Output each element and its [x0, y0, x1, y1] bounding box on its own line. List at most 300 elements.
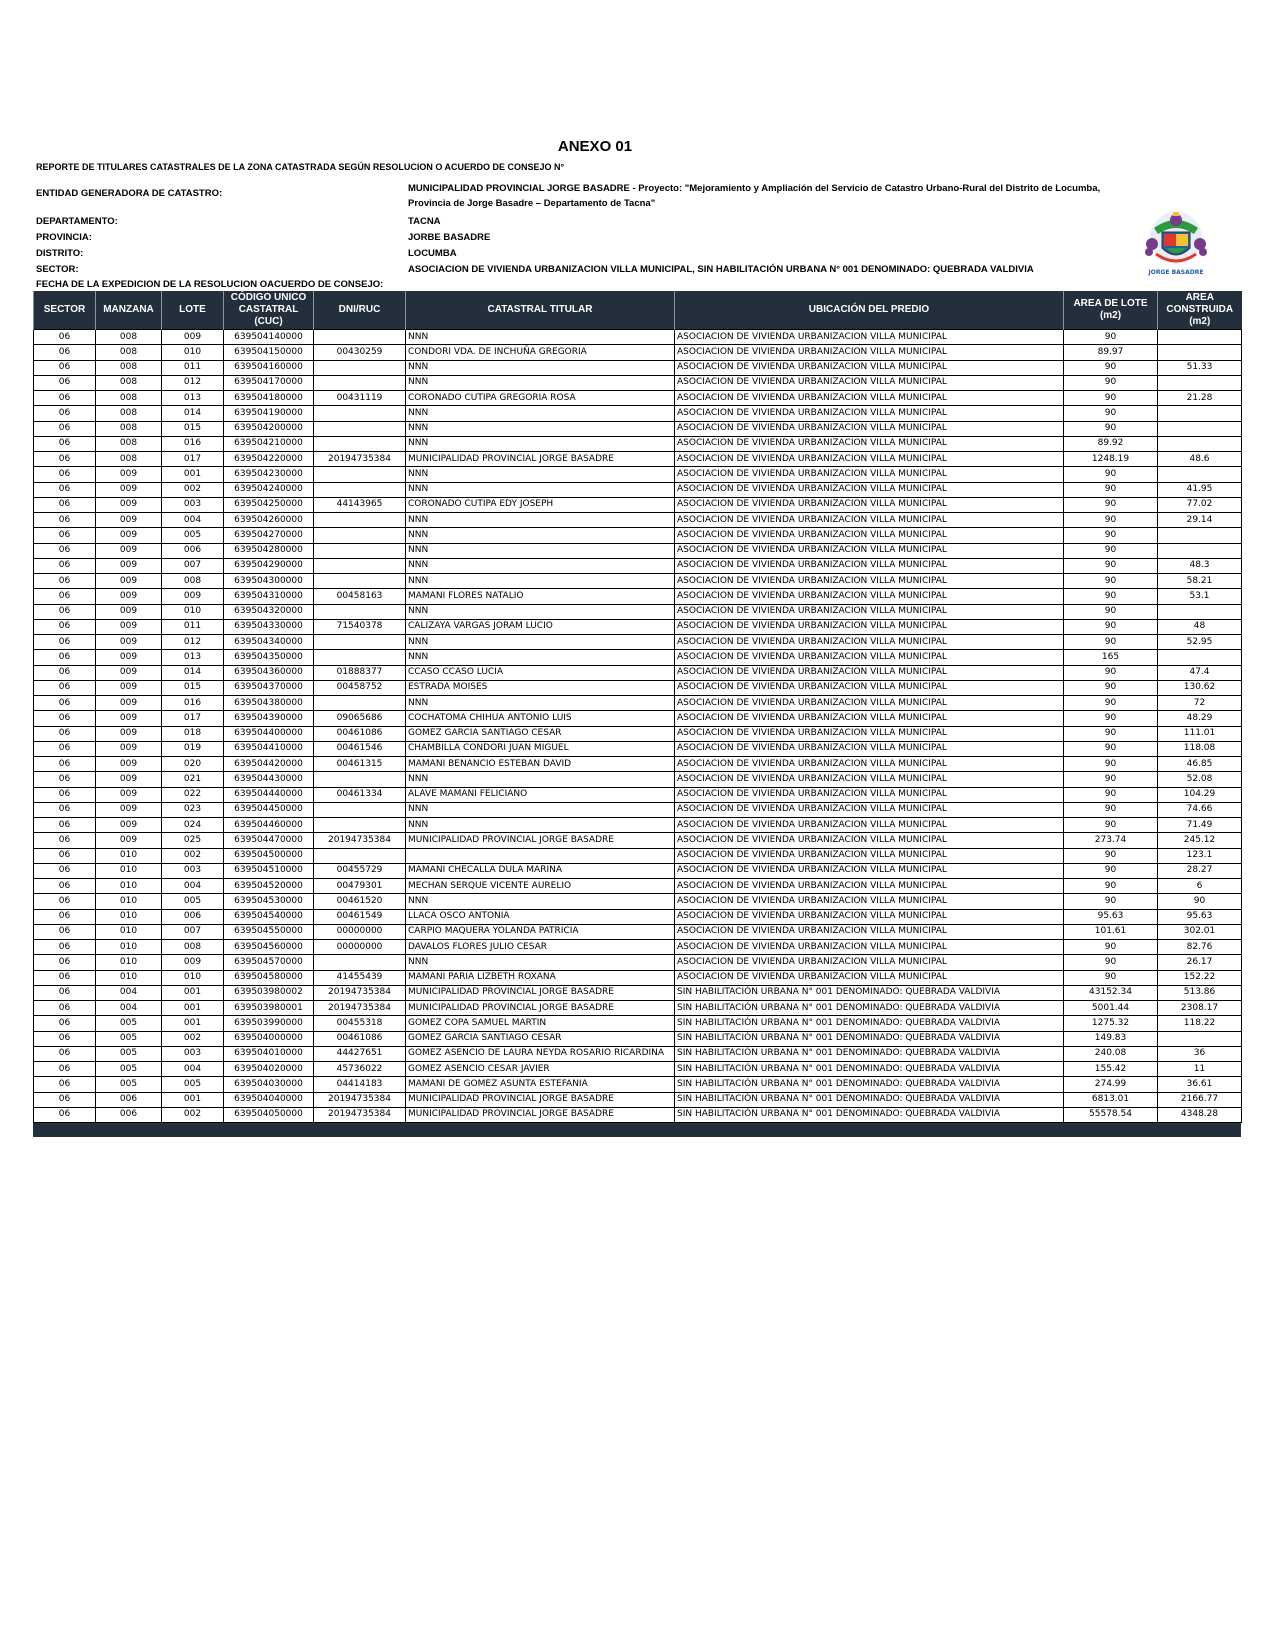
cell-manzana: 008	[96, 375, 162, 390]
cell-manzana: 006	[96, 1092, 162, 1107]
cell-area-construida: 72	[1158, 696, 1242, 711]
cell-lote: 009	[162, 589, 224, 604]
cell-manzana: 009	[96, 558, 162, 573]
cell-manzana: 009	[96, 665, 162, 680]
cell-dni-ruc	[314, 802, 406, 817]
cell-ubicacion: ASOCIACION DE VIVIENDA URBANIZACION VILLA MUNICIPAL	[675, 589, 1064, 604]
cell-titular: NNN	[406, 375, 675, 390]
cell-sector: 06	[34, 497, 96, 512]
cell-sector: 06	[34, 1031, 96, 1046]
cell-sector: 06	[34, 757, 96, 772]
cell-cuc: 639504360000	[224, 665, 314, 680]
cell-cuc: 639504390000	[224, 711, 314, 726]
cell-dni-ruc: 00461086	[314, 1031, 406, 1046]
cell-area-lote: 5001.44	[1064, 1001, 1158, 1016]
cell-dni-ruc: 00461520	[314, 894, 406, 909]
table-row	[34, 497, 1242, 512]
cell-lote: 002	[162, 1031, 224, 1046]
cell-lote: 023	[162, 802, 224, 817]
cell-area-lote: 90	[1064, 558, 1158, 573]
cell-sector: 06	[34, 1016, 96, 1031]
cell-cuc: 639504420000	[224, 757, 314, 772]
cell-manzana: 008	[96, 345, 162, 360]
cell-area-lote: 240.08	[1064, 1046, 1158, 1061]
cell-area-lote: 90	[1064, 879, 1158, 894]
table-header-row	[34, 291, 1242, 330]
cell-sector: 06	[34, 375, 96, 390]
cell-cuc: 639504280000	[224, 543, 314, 558]
cell-manzana: 010	[96, 970, 162, 985]
cell-ubicacion: ASOCIACION DE VIVIENDA URBANIZACION VILLA MUNICIPAL	[675, 940, 1064, 955]
cell-dni-ruc: 44427651	[314, 1046, 406, 1061]
provincia-value: JORBE BASADRE	[408, 232, 491, 243]
cell-area-construida: 130.62	[1158, 680, 1242, 695]
cell-lote: 015	[162, 421, 224, 436]
cell-lote: 001	[162, 985, 224, 1000]
cell-titular: MAMANI FLORES NATALIO	[406, 589, 675, 604]
cell-cuc: 639504190000	[224, 406, 314, 421]
table-row	[34, 924, 1242, 939]
table-row	[34, 818, 1242, 833]
cell-cuc: 639504170000	[224, 375, 314, 390]
cell-lote: 003	[162, 497, 224, 512]
cell-cuc: 639504300000	[224, 574, 314, 589]
table-row	[34, 970, 1242, 985]
cell-dni-ruc	[314, 558, 406, 573]
cell-area-construida	[1158, 436, 1242, 451]
cell-area-construida: 118.08	[1158, 741, 1242, 756]
cell-sector: 06	[34, 711, 96, 726]
cell-sector: 06	[34, 467, 96, 482]
cell-ubicacion: ASOCIACION DE VIVIENDA URBANIZACION VILLA MUNICIPAL	[675, 924, 1064, 939]
cell-cuc: 639504230000	[224, 467, 314, 482]
cell-area-construida: 52.95	[1158, 635, 1242, 650]
cell-lote: 005	[162, 1077, 224, 1092]
cell-titular: CARPIO MAQUERA YOLANDA PATRICIA	[406, 924, 675, 939]
cell-lote: 004	[162, 1062, 224, 1077]
cell-cuc: 639504350000	[224, 650, 314, 665]
cell-ubicacion: SIN HABILITACIÓN URBANA N° 001 DENOMINADO: QUEBRADA VALDIVIA	[675, 1031, 1064, 1046]
cell-manzana: 010	[96, 924, 162, 939]
cell-dni-ruc: 00479301	[314, 879, 406, 894]
cell-ubicacion: SIN HABILITACIÓN URBANA N° 001 DENOMINADO: QUEBRADA VALDIVIA	[675, 1001, 1064, 1016]
cell-ubicacion: ASOCIACION DE VIVIENDA URBANIZACION VILLA MUNICIPAL	[675, 680, 1064, 695]
departamento-value: TACNA	[408, 216, 441, 227]
cell-manzana: 009	[96, 528, 162, 543]
cell-area-construida: 4348.28	[1158, 1107, 1242, 1122]
cell-ubicacion: ASOCIACION DE VIVIENDA URBANIZACION VILLA MUNICIPAL	[675, 833, 1064, 848]
cell-lote: 003	[162, 863, 224, 878]
cell-area-construida: 48.6	[1158, 452, 1242, 467]
cell-cuc: 639504500000	[224, 848, 314, 863]
cell-cuc: 639504160000	[224, 360, 314, 375]
cell-titular: NNN	[406, 482, 675, 497]
cell-titular: NNN	[406, 330, 675, 345]
table-row	[34, 650, 1242, 665]
col-header-area-lote: AREA DE LOTE (m2)	[1064, 291, 1158, 330]
cell-dni-ruc: 09065686	[314, 711, 406, 726]
cell-lote: 019	[162, 741, 224, 756]
table-row	[34, 741, 1242, 756]
cell-manzana: 010	[96, 894, 162, 909]
cell-ubicacion: ASOCIACION DE VIVIENDA URBANIZACION VILLA MUNICIPAL	[675, 482, 1064, 497]
table-row	[34, 1077, 1242, 1092]
cell-ubicacion: ASOCIACION DE VIVIENDA URBANIZACION VILLA MUNICIPAL	[675, 528, 1064, 543]
cell-manzana: 008	[96, 360, 162, 375]
cell-area-lote: 90	[1064, 574, 1158, 589]
cell-titular: NNN	[406, 604, 675, 619]
cell-area-lote: 90	[1064, 635, 1158, 650]
cell-area-lote: 165	[1064, 650, 1158, 665]
fecha-label: FECHA DE LA EXPEDICION DE LA RESOLUCION OACUERDO DE CONSEJO:	[36, 279, 384, 290]
table-row	[34, 665, 1242, 680]
cell-manzana: 009	[96, 741, 162, 756]
cell-area-construida: 46.85	[1158, 757, 1242, 772]
cell-area-lote: 6813.01	[1064, 1092, 1158, 1107]
cell-cuc: 639504240000	[224, 482, 314, 497]
cell-sector: 06	[34, 772, 96, 787]
cell-titular: CHAMBILLA CONDORI JUAN MIGUEL	[406, 741, 675, 756]
table-row	[34, 909, 1242, 924]
cell-titular: NNN	[406, 894, 675, 909]
cell-dni-ruc: 00461315	[314, 757, 406, 772]
table-row	[34, 345, 1242, 360]
cell-lote: 001	[162, 1001, 224, 1016]
cell-area-construida: 95.63	[1158, 909, 1242, 924]
cell-area-lote: 90	[1064, 757, 1158, 772]
cell-dni-ruc	[314, 436, 406, 451]
cell-area-lote: 90	[1064, 467, 1158, 482]
cell-titular: NNN	[406, 360, 675, 375]
cell-sector: 06	[34, 741, 96, 756]
cell-sector: 06	[34, 955, 96, 970]
cell-area-lote: 90	[1064, 330, 1158, 345]
cell-area-construida: 2166.77	[1158, 1092, 1242, 1107]
cell-ubicacion: ASOCIACION DE VIVIENDA URBANIZACION VILLA MUNICIPAL	[675, 635, 1064, 650]
cell-lote: 004	[162, 879, 224, 894]
cell-area-lote: 1275.32	[1064, 1016, 1158, 1031]
cell-sector: 06	[34, 1107, 96, 1122]
cell-area-lote: 90	[1064, 497, 1158, 512]
cell-dni-ruc	[314, 421, 406, 436]
cell-sector: 06	[34, 924, 96, 939]
cell-sector: 06	[34, 528, 96, 543]
cell-titular: COCHATOMA CHIHUA ANTONIO LUIS	[406, 711, 675, 726]
cell-lote: 024	[162, 818, 224, 833]
table-row	[34, 421, 1242, 436]
cell-manzana: 004	[96, 985, 162, 1000]
sector-value: ASOCIACION DE VIVIENDA URBANIZACION VILLA MUNICIPAL, SIN HABILITACIÓN URBANA N° 001 DENOMINADO: QUEBRADA VALDIVIA	[408, 264, 1034, 275]
cell-sector: 06	[34, 940, 96, 955]
cell-area-lote: 90	[1064, 421, 1158, 436]
cell-lote: 013	[162, 650, 224, 665]
cell-manzana: 009	[96, 467, 162, 482]
cell-ubicacion: ASOCIACION DE VIVIENDA URBANIZACION VILLA MUNICIPAL	[675, 696, 1064, 711]
cell-ubicacion: ASOCIACION DE VIVIENDA URBANIZACION VILLA MUNICIPAL	[675, 787, 1064, 802]
cell-manzana: 009	[96, 650, 162, 665]
table-row	[34, 619, 1242, 634]
cell-sector: 06	[34, 1046, 96, 1061]
cell-lote: 009	[162, 955, 224, 970]
cell-ubicacion: ASOCIACION DE VIVIENDA URBANIZACION VILLA MUNICIPAL	[675, 421, 1064, 436]
table-row	[34, 375, 1242, 390]
table-row	[34, 330, 1242, 345]
cell-ubicacion: SIN HABILITACIÓN URBANA N° 001 DENOMINADO: QUEBRADA VALDIVIA	[675, 1077, 1064, 1092]
cell-manzana: 009	[96, 726, 162, 741]
table-row	[34, 802, 1242, 817]
table-row	[34, 833, 1242, 848]
cell-titular: NNN	[406, 467, 675, 482]
cell-titular: NNN	[406, 513, 675, 528]
cell-cuc: 639504440000	[224, 787, 314, 802]
table-row	[34, 589, 1242, 604]
cell-lote: 010	[162, 345, 224, 360]
table-row	[34, 635, 1242, 650]
cell-lote: 002	[162, 1107, 224, 1122]
cell-dni-ruc	[314, 330, 406, 345]
cell-ubicacion: ASOCIACION DE VIVIENDA URBANIZACION VILLA MUNICIPAL	[675, 848, 1064, 863]
cell-area-construida: 28.27	[1158, 863, 1242, 878]
cell-dni-ruc: 20194735384	[314, 1107, 406, 1122]
cell-sector: 06	[34, 665, 96, 680]
cell-area-construida: 82.76	[1158, 940, 1242, 955]
cell-titular: NNN	[406, 635, 675, 650]
cell-titular: MAMANI PARIA LIZBETH ROXANA	[406, 970, 675, 985]
cell-ubicacion: ASOCIACION DE VIVIENDA URBANIZACION VILLA MUNICIPAL	[675, 818, 1064, 833]
table-row	[34, 1092, 1242, 1107]
table-row	[34, 1107, 1242, 1122]
cell-lote: 010	[162, 970, 224, 985]
table-row	[34, 787, 1242, 802]
cell-ubicacion: SIN HABILITACIÓN URBANA N° 001 DENOMINADO: QUEBRADA VALDIVIA	[675, 1062, 1064, 1077]
cell-titular: MUNICIPALIDAD PROVINCIAL JORGE BASADRE	[406, 985, 675, 1000]
table-row	[34, 757, 1242, 772]
cell-dni-ruc: 00461086	[314, 726, 406, 741]
cell-titular: GOMEZ GARCIA SANTIAGO CESAR	[406, 1031, 675, 1046]
cell-titular: MUNICIPALIDAD PROVINCIAL JORGE BASADRE	[406, 1001, 675, 1016]
cell-titular: NNN	[406, 802, 675, 817]
col-header-sector: SECTOR	[34, 291, 96, 330]
cell-area-construida: 48.3	[1158, 558, 1242, 573]
cell-lote: 010	[162, 604, 224, 619]
cell-sector: 06	[34, 818, 96, 833]
cell-titular: NNN	[406, 406, 675, 421]
col-header-ubicacion: UBICACIÓN DEL PREDIO	[675, 291, 1064, 330]
cell-titular: NNN	[406, 436, 675, 451]
cell-manzana: 005	[96, 1062, 162, 1077]
table-row	[34, 1031, 1242, 1046]
cell-cuc: 639504530000	[224, 894, 314, 909]
cell-ubicacion: ASOCIACION DE VIVIENDA URBANIZACION VILLA MUNICIPAL	[675, 436, 1064, 451]
titulares-table	[33, 291, 1242, 1123]
cell-sector: 06	[34, 635, 96, 650]
table-body	[34, 330, 1242, 1123]
cell-area-lote: 155.42	[1064, 1062, 1158, 1077]
cell-cuc: 639504200000	[224, 421, 314, 436]
cell-sector: 06	[34, 833, 96, 848]
cell-ubicacion: SIN HABILITACIÓN URBANA N° 001 DENOMINADO: QUEBRADA VALDIVIA	[675, 1046, 1064, 1061]
cell-ubicacion: ASOCIACION DE VIVIENDA URBANIZACION VILLA MUNICIPAL	[675, 665, 1064, 680]
cell-cuc: 639504260000	[224, 513, 314, 528]
cell-area-lote: 90	[1064, 787, 1158, 802]
cell-area-lote: 90	[1064, 696, 1158, 711]
cell-ubicacion: ASOCIACION DE VIVIENDA URBANIZACION VILLA MUNICIPAL	[675, 650, 1064, 665]
cell-sector: 06	[34, 909, 96, 924]
cell-area-construida: 11	[1158, 1062, 1242, 1077]
cell-area-lote: 90	[1064, 863, 1158, 878]
cell-manzana: 006	[96, 1107, 162, 1122]
cell-dni-ruc	[314, 360, 406, 375]
cell-sector: 06	[34, 650, 96, 665]
col-header-manzana: MANZANA	[96, 291, 162, 330]
cell-ubicacion: ASOCIACION DE VIVIENDA URBANIZACION VILLA MUNICIPAL	[675, 757, 1064, 772]
cell-cuc: 639504030000	[224, 1077, 314, 1092]
cell-manzana: 009	[96, 497, 162, 512]
cell-ubicacion: SIN HABILITACIÓN URBANA N° 001 DENOMINADO: QUEBRADA VALDIVIA	[675, 1016, 1064, 1031]
cell-ubicacion: ASOCIACION DE VIVIENDA URBANIZACION VILLA MUNICIPAL	[675, 711, 1064, 726]
cell-cuc: 639504180000	[224, 391, 314, 406]
cell-area-lote: 90	[1064, 955, 1158, 970]
cell-titular: ALAVE MAMANI FELICIANO	[406, 787, 675, 802]
cell-area-construida: 6	[1158, 879, 1242, 894]
cell-sector: 06	[34, 1077, 96, 1092]
table-row	[34, 513, 1242, 528]
col-header-dni-ruc: DNI/RUC	[314, 291, 406, 330]
table-row	[34, 848, 1242, 863]
cell-lote: 009	[162, 330, 224, 345]
cell-lote: 005	[162, 894, 224, 909]
cell-area-construida: 36	[1158, 1046, 1242, 1061]
table-row	[34, 696, 1242, 711]
entidad-label: ENTIDAD GENERADORA DE CATASTRO:	[36, 188, 223, 199]
cell-dni-ruc: 00000000	[314, 940, 406, 955]
cell-cuc: 639504410000	[224, 741, 314, 756]
cell-cuc: 639504400000	[224, 726, 314, 741]
cell-lote: 007	[162, 924, 224, 939]
table-row	[34, 955, 1242, 970]
cell-sector: 06	[34, 1001, 96, 1016]
cell-area-construida: 58.21	[1158, 574, 1242, 589]
cell-cuc: 639503990000	[224, 1016, 314, 1031]
cell-titular: MUNICIPALIDAD PROVINCIAL JORGE BASADRE	[406, 1107, 675, 1122]
table-row	[34, 604, 1242, 619]
table-row	[34, 879, 1242, 894]
cell-ubicacion: SIN HABILITACIÓN URBANA N° 001 DENOMINADO: QUEBRADA VALDIVIA	[675, 1092, 1064, 1107]
cell-manzana: 010	[96, 848, 162, 863]
distrito-label: DISTRITO:	[36, 248, 84, 259]
table-row	[34, 940, 1242, 955]
cell-sector: 06	[34, 574, 96, 589]
table-row	[34, 482, 1242, 497]
cell-dni-ruc	[314, 955, 406, 970]
cell-manzana: 008	[96, 391, 162, 406]
entidad-value	[408, 181, 1100, 211]
cell-sector: 06	[34, 680, 96, 695]
cell-lote: 022	[162, 787, 224, 802]
cell-dni-ruc	[314, 650, 406, 665]
cell-area-lote: 90	[1064, 940, 1158, 955]
cell-area-construida	[1158, 330, 1242, 345]
cell-dni-ruc	[314, 406, 406, 421]
cell-area-lote: 55578.54	[1064, 1107, 1158, 1122]
cell-titular: NNN	[406, 955, 675, 970]
cell-cuc: 639504510000	[224, 863, 314, 878]
cell-manzana: 010	[96, 909, 162, 924]
cell-titular: GOMEZ GARCIA SANTIAGO CESAR	[406, 726, 675, 741]
cell-titular: MAMANI BENANCIO ESTEBAN DAVID	[406, 757, 675, 772]
cell-dni-ruc	[314, 604, 406, 619]
cell-lote: 011	[162, 619, 224, 634]
cell-ubicacion: ASOCIACION DE VIVIENDA URBANIZACION VILLA MUNICIPAL	[675, 467, 1064, 482]
cell-sector: 06	[34, 436, 96, 451]
cell-manzana: 009	[96, 696, 162, 711]
cell-lote: 008	[162, 574, 224, 589]
entidad-value-line-2: Provincia de Jorge Basadre – Departamento de Tacna"	[408, 198, 656, 209]
cell-titular: MUNICIPALIDAD PROVINCIAL JORGE BASADRE	[406, 452, 675, 467]
cell-ubicacion: ASOCIACION DE VIVIENDA URBANIZACION VILLA MUNICIPAL	[675, 619, 1064, 634]
cell-area-construida	[1158, 650, 1242, 665]
cell-cuc: 639504450000	[224, 802, 314, 817]
cell-dni-ruc: 00430259	[314, 345, 406, 360]
cell-lote: 004	[162, 513, 224, 528]
cell-cuc: 639504010000	[224, 1046, 314, 1061]
cell-sector: 06	[34, 604, 96, 619]
cell-titular	[406, 848, 675, 863]
cell-ubicacion: ASOCIACION DE VIVIENDA URBANIZACION VILLA MUNICIPAL	[675, 955, 1064, 970]
cell-area-construida	[1158, 1031, 1242, 1046]
cell-cuc: 639504550000	[224, 924, 314, 939]
departamento-label: DEPARTAMENTO:	[36, 216, 118, 227]
cell-area-lote: 90	[1064, 375, 1158, 390]
cell-cuc: 639504270000	[224, 528, 314, 543]
cell-titular: CONDORI VDA. DE INCHUÑA GREGORIA	[406, 345, 675, 360]
cell-area-lote: 89.92	[1064, 436, 1158, 451]
cell-manzana: 010	[96, 955, 162, 970]
table-row	[34, 1062, 1242, 1077]
cell-cuc: 639504250000	[224, 497, 314, 512]
cell-area-lote: 90	[1064, 360, 1158, 375]
cell-lote: 001	[162, 467, 224, 482]
cell-dni-ruc	[314, 772, 406, 787]
cell-manzana: 009	[96, 818, 162, 833]
distrito-value: LOCUMBA	[408, 248, 457, 259]
cell-cuc: 639503980002	[224, 985, 314, 1000]
cell-cuc: 639504310000	[224, 589, 314, 604]
cell-area-construida: 21.28	[1158, 391, 1242, 406]
cell-lote: 003	[162, 1046, 224, 1061]
cell-area-construida: 47.4	[1158, 665, 1242, 680]
cell-titular: GOMEZ ASENCIO CESAR JAVIER	[406, 1062, 675, 1077]
cell-ubicacion: ASOCIACION DE VIVIENDA URBANIZACION VILLA MUNICIPAL	[675, 345, 1064, 360]
cell-area-lote: 149.83	[1064, 1031, 1158, 1046]
cell-titular: MAMANI CHECALLA DULA MARINA	[406, 863, 675, 878]
col-header-area-construida: AREA CONSTRUIDA (m2)	[1158, 291, 1242, 330]
cell-cuc: 639504290000	[224, 558, 314, 573]
cell-area-construida	[1158, 467, 1242, 482]
table-row	[34, 406, 1242, 421]
cell-manzana: 008	[96, 452, 162, 467]
cell-titular: NNN	[406, 772, 675, 787]
cell-sector: 06	[34, 406, 96, 421]
cell-area-lote: 90	[1064, 970, 1158, 985]
cell-area-construida: 111.01	[1158, 726, 1242, 741]
cell-titular: CORONADO CUTIPA EDY JOSEPH	[406, 497, 675, 512]
cell-dni-ruc: 20194735384	[314, 985, 406, 1000]
cell-dni-ruc	[314, 818, 406, 833]
cell-area-construida	[1158, 604, 1242, 619]
cell-sector: 06	[34, 1092, 96, 1107]
cell-dni-ruc	[314, 635, 406, 650]
